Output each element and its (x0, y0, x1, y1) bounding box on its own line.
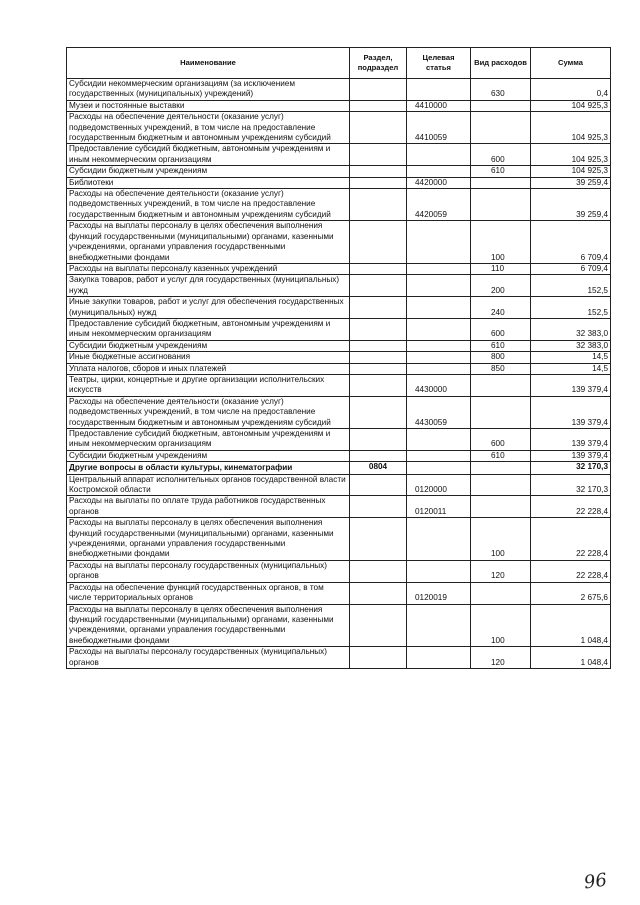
cell-section (350, 450, 407, 461)
cell-type (471, 112, 531, 144)
cell-type: 110 (471, 263, 531, 274)
budget-table (66, 47, 611, 669)
cell-name: Субсидии бюджетным учреждениям (67, 166, 350, 177)
table-row (67, 429, 611, 451)
cell-type (471, 100, 531, 111)
table-body (67, 79, 611, 669)
cell-section (350, 112, 407, 144)
cell-target: 0120011 (407, 496, 471, 518)
cell-target (407, 352, 471, 363)
cell-section (350, 560, 407, 582)
cell-sum: 39 259,4 (531, 189, 611, 221)
cell-target: 0120019 (407, 582, 471, 604)
table-row (67, 189, 611, 221)
cell-target (407, 221, 471, 264)
cell-section: 0804 (350, 462, 407, 474)
table-row (67, 462, 611, 474)
table-row (67, 374, 611, 396)
cell-sum: 152,5 (531, 297, 611, 319)
table-row (67, 647, 611, 669)
cell-section (350, 221, 407, 264)
cell-type: 600 (471, 144, 531, 166)
cell-sum: 32 383,0 (531, 340, 611, 351)
cell-sum: 32 383,0 (531, 318, 611, 340)
cell-type: 630 (471, 79, 531, 101)
cell-section (350, 352, 407, 363)
cell-target (407, 560, 471, 582)
table-header-row (67, 48, 611, 79)
cell-type: 600 (471, 318, 531, 340)
cell-name: Предоставление субсидий бюджетным, автономным учреждениям и иным некоммерческим организациям (67, 429, 350, 451)
cell-name: Иные закупки товаров, работ и услуг для обеспечения государственных (муниципальных) нужд (67, 297, 350, 319)
cell-target (407, 275, 471, 297)
table-row (67, 112, 611, 144)
cell-section (350, 318, 407, 340)
cell-name: Расходы на выплаты персоналу в целях обеспечения выполнения функций государственными (муниципальными) органами, казенными учреждениями, органами управления государственными внебюджетными фондами (67, 604, 350, 647)
cell-name: Уплата налогов, сборов и иных платежей (67, 363, 350, 374)
cell-type: 120 (471, 560, 531, 582)
cell-sum: 2 675,6 (531, 582, 611, 604)
cell-sum: 1 048,4 (531, 647, 611, 669)
cell-target (407, 429, 471, 451)
cell-target (407, 604, 471, 647)
header-type: Вид расходов (471, 48, 531, 79)
cell-target (407, 647, 471, 669)
cell-sum: 104 925,3 (531, 144, 611, 166)
cell-target: 4430000 (407, 374, 471, 396)
table-row (67, 263, 611, 274)
cell-target (407, 518, 471, 561)
cell-type (471, 496, 531, 518)
cell-type: 120 (471, 647, 531, 669)
cell-target (407, 166, 471, 177)
cell-type: 850 (471, 363, 531, 374)
cell-type: 600 (471, 429, 531, 451)
cell-target (407, 363, 471, 374)
cell-target: 4410000 (407, 100, 471, 111)
cell-target (407, 318, 471, 340)
table-row (67, 340, 611, 351)
cell-sum: 1 048,4 (531, 604, 611, 647)
table-row (67, 496, 611, 518)
cell-type (471, 462, 531, 474)
cell-sum: 104 925,3 (531, 166, 611, 177)
cell-name: Расходы на выплаты персоналу казенных учреждений (67, 263, 350, 274)
cell-section (350, 340, 407, 351)
cell-sum: 139 379,4 (531, 396, 611, 428)
cell-target (407, 263, 471, 274)
cell-name: Расходы на выплаты персоналу государственных (муниципальных) органов (67, 560, 350, 582)
cell-section (350, 79, 407, 101)
cell-type: 610 (471, 166, 531, 177)
cell-target: 4420000 (407, 177, 471, 188)
cell-name: Закупка товаров, работ и услуг для государственных (муниципальных) нужд (67, 275, 350, 297)
cell-sum: 152,5 (531, 275, 611, 297)
cell-name: Расходы на выплаты персоналу в целях обеспечения выполнения функций государственными (муниципальными) органами, казенными учреждениями, органами управления государственными внебюджетными фондами (67, 221, 350, 264)
cell-target: 4430059 (407, 396, 471, 428)
cell-name: Расходы на обеспечение деятельности (оказание услуг) подведомственных учреждений, в том числе на предоставление государственным бюджетным и автономным учреждениям субсидий (67, 396, 350, 428)
cell-type: 100 (471, 221, 531, 264)
cell-name: Расходы на обеспечение деятельности (оказание услуг) подведомственных учреждений, в том числе на предоставление государственным бюджетным и автономным учреждениям субсидий (67, 189, 350, 221)
cell-type: 240 (471, 297, 531, 319)
table-row (67, 474, 611, 496)
cell-name: Предоставление субсидий бюджетным, автономным учреждениям и иным некоммерческим организациям (67, 318, 350, 340)
cell-name: Расходы на обеспечение функций государственных органов, в том числе территориальных органов (67, 582, 350, 604)
header-name: Наименование (67, 48, 350, 79)
table-row (67, 363, 611, 374)
cell-section (350, 582, 407, 604)
cell-name: Расходы на выплаты персоналу в целях обеспечения выполнения функций государственными (муниципальными) органами, казенными учреждениями, органами управления государственными внебюджетными фондами (67, 518, 350, 561)
table-row (67, 100, 611, 111)
cell-name: Иные бюджетные ассигнования (67, 352, 350, 363)
header-section: Раздел, подраздел (350, 48, 407, 79)
cell-section (350, 374, 407, 396)
cell-name: Театры, цирки, концертные и другие организации исполнительских искусств (67, 374, 350, 396)
cell-type (471, 374, 531, 396)
cell-target (407, 297, 471, 319)
cell-target (407, 450, 471, 461)
cell-section (350, 363, 407, 374)
cell-target: 0120000 (407, 474, 471, 496)
cell-name: Центральный аппарат исполнительных органов государственной власти Костромской области (67, 474, 350, 496)
cell-section (350, 496, 407, 518)
cell-sum: 32 170,3 (531, 474, 611, 496)
cell-section (350, 275, 407, 297)
cell-name: Расходы на обеспечение деятельности (оказание услуг) подведомственных учреждений, в том числе на предоставление государственным бюджетным и автономным учреждениям субсидий (67, 112, 350, 144)
cell-name: Субсидии бюджетным учреждениям (67, 450, 350, 461)
table-row (67, 352, 611, 363)
cell-section (350, 518, 407, 561)
cell-type (471, 582, 531, 604)
cell-section (350, 429, 407, 451)
cell-name: Расходы на выплаты персоналу государственных (муниципальных) органов (67, 647, 350, 669)
cell-target: 4410059 (407, 112, 471, 144)
cell-name: Субсидии бюджетным учреждениям (67, 340, 350, 351)
cell-section (350, 144, 407, 166)
page-number: 96 (582, 869, 609, 894)
cell-type: 800 (471, 352, 531, 363)
table-row (67, 518, 611, 561)
table-row (67, 79, 611, 101)
cell-name: Расходы на выплаты по оплате труда работников государственных органов (67, 496, 350, 518)
cell-name: Музеи и постоянные выставки (67, 100, 350, 111)
cell-section (350, 474, 407, 496)
cell-target (407, 340, 471, 351)
table-row (67, 450, 611, 461)
cell-type (471, 189, 531, 221)
cell-type (471, 396, 531, 428)
table-row (67, 177, 611, 188)
cell-section (350, 396, 407, 428)
cell-target (407, 79, 471, 101)
cell-sum: 22 228,4 (531, 560, 611, 582)
cell-type: 610 (471, 340, 531, 351)
cell-sum: 139 379,4 (531, 450, 611, 461)
cell-sum: 139 379,4 (531, 374, 611, 396)
cell-sum: 22 228,4 (531, 518, 611, 561)
table-row (67, 166, 611, 177)
cell-section (350, 263, 407, 274)
table-row (67, 144, 611, 166)
header-sum: Сумма (531, 48, 611, 79)
table-row (67, 604, 611, 647)
cell-name: Другие вопросы в области культуры, кинематографии (67, 462, 350, 474)
table-row (67, 560, 611, 582)
cell-type (471, 177, 531, 188)
table-row (67, 396, 611, 428)
cell-sum: 39 259,4 (531, 177, 611, 188)
cell-section (350, 189, 407, 221)
cell-name: Библиотеки (67, 177, 350, 188)
table-row (67, 318, 611, 340)
cell-target (407, 462, 471, 474)
cell-section (350, 100, 407, 111)
cell-sum: 22 228,4 (531, 496, 611, 518)
cell-sum: 14,5 (531, 352, 611, 363)
cell-type: 100 (471, 518, 531, 561)
cell-sum: 104 925,3 (531, 112, 611, 144)
cell-section (350, 177, 407, 188)
cell-target (407, 144, 471, 166)
cell-sum: 6 709,4 (531, 263, 611, 274)
cell-section (350, 647, 407, 669)
cell-sum: 139 379,4 (531, 429, 611, 451)
cell-name: Субсидии некоммерческим организациям (за исключением государственных (муниципальных) учреждений) (67, 79, 350, 101)
cell-sum: 0,4 (531, 79, 611, 101)
cell-name: Предоставление субсидий бюджетным, автономным учреждениям и иным некоммерческим организациям (67, 144, 350, 166)
cell-sum: 6 709,4 (531, 221, 611, 264)
cell-section (350, 166, 407, 177)
cell-type: 610 (471, 450, 531, 461)
cell-section (350, 604, 407, 647)
cell-sum: 104 925,3 (531, 100, 611, 111)
cell-target: 4420059 (407, 189, 471, 221)
cell-type (471, 474, 531, 496)
cell-sum: 14,5 (531, 363, 611, 374)
table-row (67, 582, 611, 604)
table-row (67, 297, 611, 319)
table-row (67, 221, 611, 264)
table-row (67, 275, 611, 297)
cell-sum: 32 170,3 (531, 462, 611, 474)
cell-section (350, 297, 407, 319)
cell-type: 200 (471, 275, 531, 297)
cell-type: 100 (471, 604, 531, 647)
budget-table-sheet (66, 47, 610, 669)
header-target: Целевая статья (407, 48, 471, 79)
